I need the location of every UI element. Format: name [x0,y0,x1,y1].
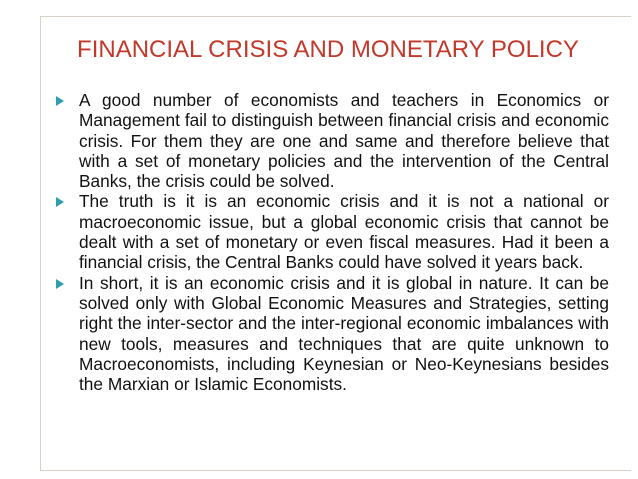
bullet-item [55,273,609,395]
bullet-item [55,191,609,272]
triangle-bullet-icon [56,197,64,207]
bullet-text: In short, it is an economic crisis and it is global in nature. It can be solved only with Global Economic Measures and Strategies, setting right the inter-sector and the inter-regional economic imbalances with new tools, measures and techniques that are quite unknown to Macroeconomists, including Keynesian or Neo-Keynesians besides the Marxian or Islamic Economists. [79,272,609,395]
bullet-text: A good number of economists and teachers in Economics or Management fail to distinguish between financial crisis and economic crisis. For them they are one and same and therefore believe that with a set of monetary policies and the intervention of the Central Banks, the crisis could be solved. [79,90,609,192]
bullet-text: The truth is it is an economic crisis and it is not a national or macroeconomic issue, but a global economic crisis that cannot be dealt with a set of monetary or even fiscal measures. Had it been a financial crisis, the Central Banks could have solved it years back. [79,191,609,273]
slide-title: FINANCIAL CRISIS AND MONETARY POLICY [77,36,579,63]
triangle-bullet-icon [56,279,64,289]
bullet-item [55,90,609,191]
bullet-list [55,90,609,394]
triangle-bullet-icon [56,96,64,106]
